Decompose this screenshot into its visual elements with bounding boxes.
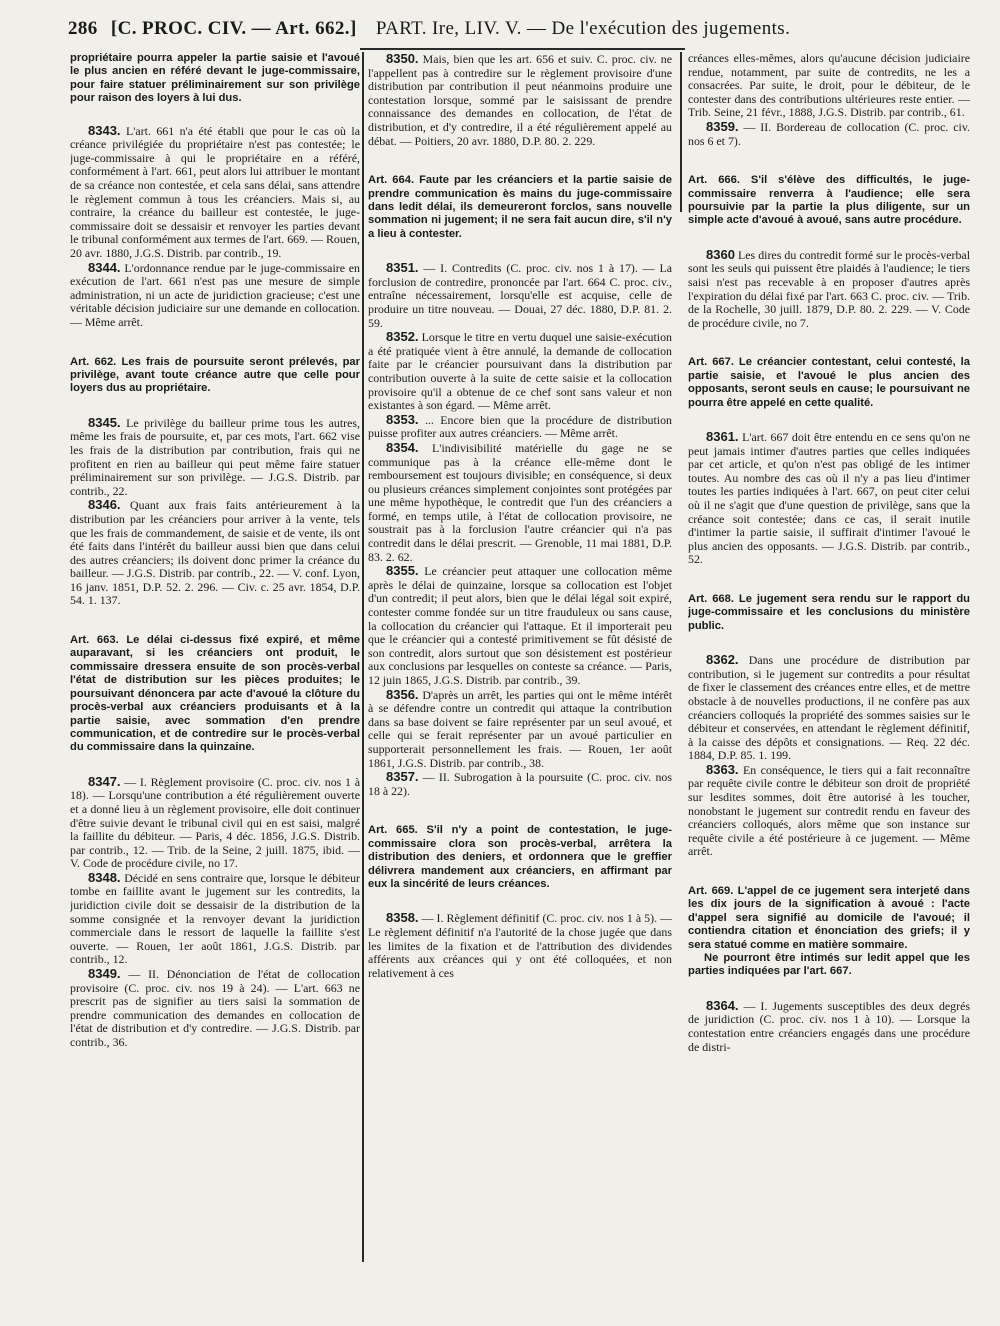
- numbered-paragraph: [70, 124, 360, 261]
- article-669: Art. 669. L'appel de ce jugement sera interjeté dans les dix jours de la signification à avoué : l'acte d'appel sera signifié au domicile de l'avoué; il contiendra citation et énonciation des griefs; il y sera statué comme en matière sommaire.: [688, 885, 970, 951]
- paragraph-text: — II. Dénonciation de l'état de collocation provisoire (C. proc. civ. nos 19 à 24). — L'art. 663 ne prescrit pas de signifier au tiers saisi la sommation de prendre communication des demandes en collocation de l'état de distribution et d'y contredire. — J.G.S. Distrib. par contrib., 36.: [70, 967, 360, 1049]
- paragraph-group: [368, 911, 672, 980]
- numbered-paragraph: [70, 967, 360, 1050]
- numbered-paragraph: [70, 775, 360, 871]
- column-middle: [368, 52, 672, 1314]
- paragraph-number: 8363.: [706, 761, 739, 777]
- article-667: Art. 667. Le créancier contestant, celui contesté, la partie saisie, et l'avoué le plus ancien des opposants, seront seuls en cause; le poursuivant ne pourra être appelé en cette qualité.: [688, 356, 970, 409]
- paragraph-text: L'ordonnance rendue par le juge-commissaire en exécution de l'art. 661 n'est pas une mesure de simple administration, ni un acte de juridiction gracieuse; c'est une véritable décision judiciaire sur une demande en collocation. — Même arrêt.: [70, 260, 360, 329]
- paragraph-group: [688, 999, 970, 1054]
- paragraph-number: 8357.: [386, 769, 419, 785]
- header-rule: [360, 48, 685, 50]
- numbered-paragraph: [368, 911, 672, 980]
- column-left: [70, 52, 360, 1314]
- paragraph-text: ... Encore bien que la procédure de distribution puisse profiter aux autres créanciers. — Même arrêt.: [368, 412, 672, 441]
- paragraph-text: — I. Règlement définitif (C. proc. civ. nos 1 à 5). — Le règlement définitif n'a l'autorité de la chose jugée que dans les limites de la fixation et de l'attribution des dividendes afférents aux créances qui y ont été colloquées, et non relativement à ces: [368, 911, 672, 980]
- numbered-paragraph: [688, 653, 970, 763]
- paragraph-text: Mais, bien que les art. 656 et suiv. C. proc. civ. ne l'appellent pas à contredire sur le règlement provisoire d'une distribution par contribution il peut néanmoins produire une contestation lorsque, sommé par le saisissant de prendre connaissance des demandes en collocation, de l'état de distribution, et d'y contredire, il a été régulièrement appelé au débat. — Poitiers, 20 avr. 1880, D.P. 80. 2. 229.: [368, 52, 672, 148]
- numbered-paragraph: [688, 120, 970, 148]
- paragraph-number: 8362.: [706, 652, 739, 668]
- paragraph-group: [688, 430, 970, 567]
- paragraph-text: — II. Bordereau de collocation (C. proc. civ. nos 6 et 7).: [688, 119, 970, 148]
- continued-article-text: propriétaire pourra appeler la partie saisie et l'avoué le plus ancien en référé devant le juge-commissaire, pour faire statuer préliminairement sur son privilège pour raison des loyers à lui dus.: [70, 52, 360, 105]
- paragraph-text: Le créancier peut attaquer une collocation même après le délai de quinzaine, lorsque sa collocation est l'objet d'un contredit; il peut alors, bien que le délai légal soit expiré, contester comme fondée sur un titre frauduleux ou sans cause, la collocation du créancier qui l'attaque. Et il importerait peu que le créancier qui a contesté primitivement se fût désisté de son contredit, alors surtout que son désistement est postérieur aux conclusions par lesquelles on conteste sa créance. — Paris, 12 juin 1865, J.G.S. Distrib. par contrib., 39.: [368, 564, 672, 687]
- article-662: Art. 662. Les frais de poursuite seront prélevés, par privilège, avant toute créance autre que celle pour loyers dus au propriétaire.: [70, 355, 360, 395]
- paragraph-number: 8356.: [386, 686, 419, 702]
- paragraph-group: [688, 120, 970, 148]
- paragraph-number: 8351.: [386, 260, 419, 276]
- paragraph-number: 8349.: [88, 966, 121, 982]
- numbered-paragraph: [70, 261, 360, 330]
- paragraph-text: — I. Jugements susceptibles des deux degrés de juridiction (C. proc. civ. nos 1 à 10). — Lorsque la contestation entre créanciers engagés dans une procédure de distri-: [688, 998, 970, 1054]
- article-664: Art. 664. Faute par les créanciers et la partie saisie de prendre communication ès mains du juge-commissaire dans ledit délai, ils demeureront forclos, sans nouvelle sommation ni jugement; il ne sera fait aucun dire, s'il n'y a lieu à contester.: [368, 174, 672, 240]
- numbered-paragraph: [688, 430, 970, 567]
- numbered-paragraph: [688, 763, 970, 859]
- paragraph-text: Décidé en sens contraire que, lorsque le débiteur tombe en faillite avant le jugement sur les contredits, la juridiction civile doit se dessaisir de la distribution de la somme consignée et la renvoyer devant la juridiction commerciale dans le ressort de laquelle la faillite s'est ouverte. — Rouen, 1er août 1861, J.G.S. Distrib. par contrib., 12.: [70, 870, 360, 967]
- numbered-paragraph: [688, 248, 970, 331]
- paragraph-number: 8359.: [706, 118, 739, 134]
- paragraph-number: 8361.: [706, 428, 739, 444]
- paragraph-group: [688, 248, 970, 331]
- paragraph-text: D'après un arrêt, les parties qui ont le même intérêt à se défendre contre un contredit qui attaque la contribution dans sa base doivent se faire représenter par un seul avoué, et celle qui se ferait représenter par un avoué particulier en supporterait personnellement les frais. — Rouen, 1er août 1861, J.G.S. Distrib. par contrib., 38.: [368, 687, 672, 770]
- numbered-paragraph: [368, 564, 672, 687]
- paragraph-text: L'art. 661 n'a été établi que pour le cas où la créance privilégiée du propriétaire n'est pas contestée; le juge-commissaire à qui le propriétaire en a référé, conformément à l'art. 661, peut alors lui attribuer le montant de sa créance non contestée, et cela sans délai, sans attendre le règlement commun à tous les créanciers. Mais si, au contraire, la créance du bailleur est contestée, le juge-commissaire doit se dessaisir et renvoyer les parties devant le tribunal conformément aux termes de l'art. 669. — Rouen, 20 avr. 1880, J.G.S. Distrib. par contrib., 19.: [70, 123, 360, 260]
- column-right: [688, 52, 970, 1314]
- paragraph-number: 8350.: [386, 52, 419, 66]
- column-divider-right: [680, 52, 682, 212]
- paragraph-group: [70, 124, 360, 330]
- column-divider-left: [362, 52, 364, 1262]
- paragraph-text: — I. Règlement provisoire (C. proc. civ. nos 1 à 18). — Lorsqu'une contribution a été régulièrement ouverte et a donné lieu à un règlement provisoire, elle doit continuer d'être suivie devant le tribunal civil qui en est saisi, malgré la faillite du débiteur. — Paris, 4 déc. 1856, J.G.S. Distrib. par contrib., 12. — Trib. de la Seine, 2 juill. 1875, ibid. — V. Code de procédure civile, no 17.: [70, 774, 360, 871]
- numbered-paragraph: [70, 416, 360, 499]
- paragraph-group: [688, 653, 970, 859]
- paragraph-number: 8348.: [88, 869, 121, 885]
- paragraph-group: [368, 261, 672, 798]
- numbered-paragraph: [688, 999, 970, 1054]
- paragraph-number: 8364.: [706, 997, 739, 1013]
- article-668: Art. 668. Le jugement sera rendu sur le rapport du juge-commissaire et les conclusions du ministère public.: [688, 592, 970, 632]
- paragraph-number: 8343.: [88, 122, 121, 138]
- article-663: Art. 663. Le délai ci-dessus fixé expiré, et même auparavant, si les créanciers ont produit, le commissaire dressera ensuite de son procès-verbal l'état de distribution sur les pièces produites; le poursuivant dénoncera par acte d'avoué la clôture du procès-verbal aux créanciers produisants et à la partie saisie, avec sommation d'en prendre communication, et de contredire sur le procès-verbal du commissaire dans la quinzaine.: [70, 634, 360, 754]
- numbered-paragraph: [70, 871, 360, 967]
- numbered-paragraph: [368, 441, 672, 564]
- paragraph-text: Dans une procédure de distribution par contribution, si le jugement sur contredits a pour résultat de fixer le classement des créances entre elles, et de mettre obstacle à de nouvelles productions, il ne confère pas aux créanciers colloqués la propriété des sommes saisies sur le débiteur et conservées, en attendant le règlement définitif, à la caisse des dépôts et consignations. — Req. 22 déc. 1884, D.P. 85. 1. 199.: [688, 653, 970, 763]
- paragraph-number: 8360: [706, 246, 735, 262]
- numbered-paragraph: [368, 413, 672, 441]
- paragraph-text: Les dires du contredit formé sur le procès-verbal sont les seuls qui puissent être plaidés à l'audience; le tiers saisi n'est pas recevable à en proposer d'autres après l'expiration du délai fixé par l'art. 663 C. proc. civ. — Trib. de la Rochelle, 30 juill. 1879, D.P. 80. 2. 229. — V. Code de procédure civile, no 7.: [688, 247, 970, 330]
- numbered-paragraph: [70, 498, 360, 608]
- paragraph-number: 8355.: [386, 563, 419, 579]
- paragraph-number: 8354.: [386, 439, 419, 455]
- paragraph-text: En conséquence, le tiers qui a fait reconnaître par requête civile contre le débiteur son droit de propriété sur lesdites sommes, doit être autorisé à les toucher, nonobstant le jugement sur contredit rendu en faveur des créanciers colloqués, alors même que son instance sur requête civile a été postérieure à ce jugement. — Même arrêt.: [688, 762, 970, 859]
- paragraph-number: 8346.: [88, 497, 121, 513]
- paragraph-number: 8358.: [386, 910, 419, 926]
- paragraph-number: 8345.: [88, 414, 121, 430]
- running-header: [68, 18, 970, 48]
- paragraph-text: Quant aux frais faits antérieurement à la distribution par les créanciers pour arriver à la vente, tels que les frais de commandement, de saisie et de vente, ils ont été faits dans l'intérêt du bailleur aussi bien que dans celui des autres créanciers; ils doivent donc primer la créance du bailleur. — J.G.S. Distrib. par contrib., 22. — V. conf. Lyon, 16 janv. 1851, D.P. 52. 2. 296. — Civ. c. 25 avr. 1854, D.P. 54. 1. 137.: [70, 498, 360, 608]
- numbered-paragraph: [368, 688, 672, 771]
- article-reference: [C. PROC. CIV. — Art. 662.]: [110, 18, 357, 39]
- continued-paragraph: créances elles-mêmes, alors qu'aucune décision judiciaire rendue, notamment, par suite de contredits, ne les a consacrées. Par suite, le droit, pour le débiteur, de le contester dans des contributions ultérieures reste entier. — Trib. Seine, 21 févr., 1888, J.G.S. Distrib. par contrib., 61.: [688, 52, 970, 120]
- paragraph-number: 8347.: [88, 773, 121, 789]
- numbered-paragraph: [368, 330, 672, 413]
- paragraph-number: 8353.: [386, 411, 419, 427]
- numbered-paragraph: [368, 770, 672, 798]
- paragraph-text: L'indivisibilité matérielle du gage ne se communique pas à la créance elle-même dont le remboursement est toujours divisible; en conséquence, si deux ou plusieurs créances simplement conjointes sont protégées par une même hypothèque, le contredit que l'un des créanciers a formé, en temps utile, à l'état de collocation provisoire, ne soustrait pas à la forclusion l'autre créancier qui n'a pas contredit dans le délai prescrit. — Grenoble, 11 mai 1881, D.P. 83. 2. 62.: [368, 440, 672, 564]
- article-665: Art. 665. S'il n'y a point de contestation, le juge-commissaire clora son procès-verbal, arrêtera la distribution des deniers, et ordonnera que le greffier délivrera mandement aux créanciers, en affirmant par eux la sincérité de leurs créances.: [368, 824, 672, 890]
- paragraph-group: [70, 775, 360, 1050]
- part-title: PART. Ire, LIV. V. — De l'exécution des jugements.: [375, 18, 791, 39]
- paragraph-text: — II. Subrogation à la poursuite (C. proc. civ. nos 18 à 22).: [368, 770, 672, 798]
- paragraph-number: 8352.: [386, 329, 419, 345]
- numbered-paragraph: [368, 261, 672, 330]
- paragraph-text: Lorsque le titre en vertu duquel une saisie-exécution a été pratiquée vient à être annulé, la demande de collocation faite par le créancier poursuivant dans la distribution par contribution ouverte à la suite de cette saisie et la collocation provisoire qu'il a obtenue de ce chef sont sans valeur et non existantes à son égard. — Même arrêt.: [368, 330, 672, 413]
- numbered-paragraph: [368, 52, 672, 148]
- paragraph-group: [368, 52, 672, 148]
- article-666: Art. 666. S'il s'élève des difficultés, le juge-commissaire renverra à l'audience; elle sera poursuivie par la partie la plus diligente, sur un simple acte d'avoué à avoué, sans autre procédure.: [688, 174, 970, 227]
- paragraph-group: [70, 416, 360, 608]
- paragraph-number: 8344.: [88, 259, 121, 275]
- article-669-continued: Ne pourront être intimés sur ledit appel que les parties indiquées par l'art. 667.: [688, 952, 970, 978]
- page-number: 286: [68, 18, 98, 39]
- paragraph-text: Le privilège du bailleur prime tous les autres, même les frais de poursuite, et, par ces mots, l'art. 662 vise les frais de la distribution par contribution, frais qui ne profitent en rien au bailleur qui peut même faire statuer préliminairement sur son privilège. — J.G.S. Distrib. par contrib., 22.: [70, 415, 360, 498]
- paragraph-text: L'art. 667 doit être entendu en ce sens qu'on ne peut jamais intimer d'autres parties que celles indiquées par cet article, et qu'on n'est pas obligé de les intimer toutes. Au nombre des cas où il n'y a pas lieu d'intimer toutes les parties indiquées à l'art. 667, on peut citer celui où il ne s'agit que d'une question de privilège, sans que la créance soit contestée; dans ce cas, il serait inutile d'intimer la partie saisie, il suffirait d'intimer l'avoué le plus ancien des opposants. — J.G.S. Distrib. par contrib., 52.: [688, 429, 970, 567]
- paragraph-text: — I. Contredits (C. proc. civ. nos 1 à 17). — La forclusion de contredire, prononcée par l'art. 664 C. proc. civ., entraîne nécessairement, lorsqu'elle est acquise, celle de produire un titre nouveau. — Douai, 27 déc. 1880, D.P. 81. 2. 59.: [368, 261, 672, 330]
